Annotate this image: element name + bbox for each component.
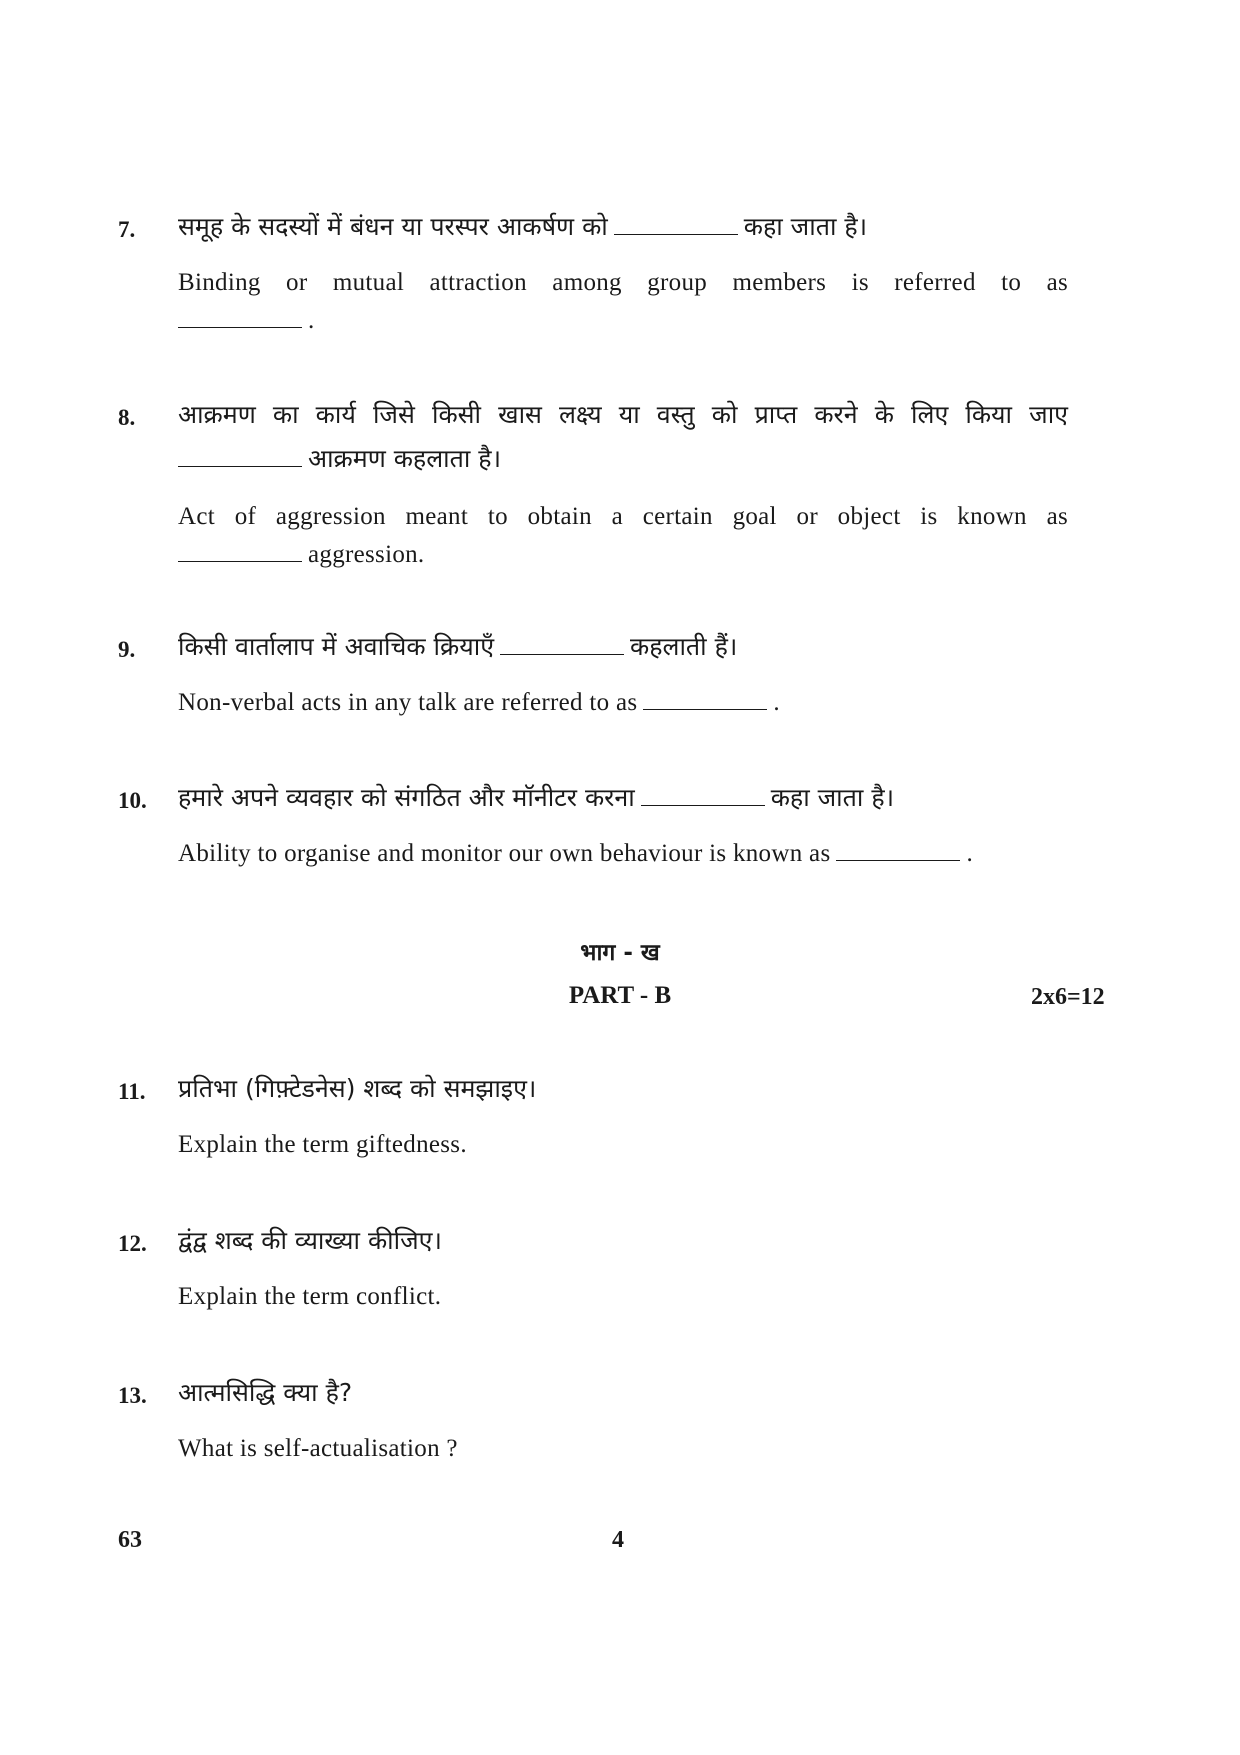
question-hindi-cont: आक्रमण कहलाता है। (178, 442, 501, 476)
question-hindi: हमारे अपने व्यवहार को संगठित और मॉनीटर करना कहा जाता है। (178, 783, 895, 812)
question-english: Explain the term giftedness. (178, 1131, 467, 1158)
question-hindi: किसी वार्तालाप में अवाचिक क्रियाएँ कहलाती हैं। (178, 632, 738, 661)
page-number: 4 (612, 1527, 624, 1553)
question-number: 9. (118, 637, 136, 662)
section-marks: 2x6=12 (1031, 984, 1105, 1010)
question-hindi: समूह के सदस्यों में बंधन या परस्पर आकर्षण को कहा जाता है। (178, 212, 868, 241)
question-number: 8. (118, 405, 136, 430)
question-english: Non-verbal acts in any talk are referred to as . (178, 689, 780, 716)
answer-blank (178, 539, 302, 562)
question-english-cont: . (178, 304, 315, 338)
paper-code: 63 (118, 1527, 142, 1553)
question-hindi: प्रतिभा (गिफ़्टेडनेस) शब्द को समझाइए। (178, 1074, 537, 1103)
section-heading-english: PART - B (568, 982, 672, 1009)
answer-blank (614, 212, 738, 235)
answer-blank (641, 783, 765, 806)
answer-blank (178, 444, 302, 467)
question-english: Explain the term conflict. (178, 1283, 442, 1310)
answer-blank (178, 305, 302, 328)
answer-blank (836, 838, 960, 861)
question-english-cont: aggression. (178, 538, 424, 572)
answer-blank (643, 687, 767, 710)
question-number: 13. (118, 1383, 147, 1408)
question-number: 11. (118, 1079, 146, 1104)
question-hindi: आत्मसिद्धि क्या है? (178, 1378, 353, 1407)
question-number: 7. (118, 217, 136, 242)
question-number: 12. (118, 1231, 147, 1256)
question-english: What is self-actualisation ? (178, 1435, 458, 1462)
answer-blank (500, 632, 624, 655)
question-hindi: द्वंद्व शब्द की व्याख्या कीजिए। (178, 1226, 442, 1255)
question-number: 10. (118, 788, 147, 813)
question-english: Binding or mutual attraction among group members is referred to as (178, 269, 1068, 296)
question-english: Act of aggression meant to obtain a certain goal or object is known as (178, 503, 1068, 530)
question-hindi: आक्रमण का कार्य जिसे किसी खास लक्ष्य या वस्तु को प्राप्त करने के लिए किया जाए (178, 400, 1068, 429)
section-heading-hindi: भाग - ख (580, 940, 660, 966)
question-english: Ability to organise and monitor our own behaviour is known as . (178, 840, 974, 867)
